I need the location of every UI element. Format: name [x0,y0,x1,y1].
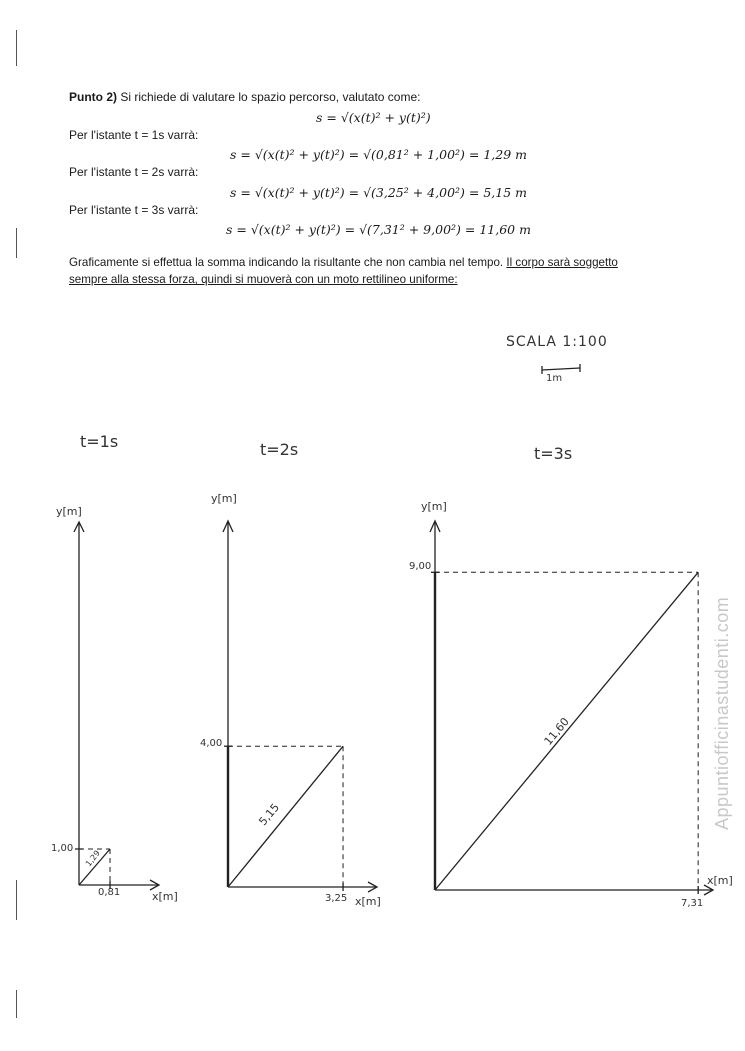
formula-main: s = √(x(t)² + y(t)²) [316,110,431,125]
y-axis-label-t2: y[m] [211,492,237,505]
diagram-t3-resultant-vector [435,572,698,890]
diagram-t3-y-value: 9,00 [409,561,432,572]
formula-t3: s = √(x(t)² + y(t)²) = √(7,31² + 9,00²) = 11,60 m [226,222,531,237]
x-axis-label-t3: x[m] [707,874,733,887]
conclusion-underlined-2: sempre alla stessa forza, quindi si muoverà con un moto rettilineo uniforme: [69,273,458,286]
time-label-t3: t=3s [534,444,573,463]
formula-t1: s = √(x(t)² + y(t)²) = √(0,81² + 1,00²) = 1,29 m [230,147,527,162]
time-label-t2: t=2s [260,440,299,459]
diagram-t3-resultant-value: 11,60 [541,715,572,748]
istante-1-label: Per l'istante t = 1s varrà: [69,128,199,142]
diagram-t2-resultant-value: 5,15 [256,800,283,829]
x-axis-label-t1: x[m] [152,890,178,903]
watermark-text: Appuntiofficinastudenti.com [712,596,732,830]
scale-bar [542,368,580,370]
diagram-t2-y-value: 4,00 [200,738,223,749]
scale-label: SCALA 1:100 [506,334,608,350]
conclusion-underlined-1: Il corpo sarà soggetto [506,256,618,269]
scale-unit-label: 1m [546,373,563,384]
diagram-t1-resultant-value: 1,29 [83,848,102,869]
x-axis-label-t2: x[m] [355,895,381,908]
diagram-t2-resultant-vector [228,746,343,887]
punto-text: Si richiede di valutare lo spazio percorso, valutato come: [117,90,421,104]
istante-2-label: Per l'istante t = 2s varrà: [69,165,199,179]
diagram-t1-y-value: 1,00 [51,843,74,854]
diagram-t1-resultant-vector [79,849,110,885]
watermark [712,540,732,830]
punto-label: Punto 2) [69,90,117,104]
diagram-t3-x-value: 7,31 [681,898,704,909]
istante-3-label: Per l'istante t = 3s varrà: [69,203,199,217]
formula-t2: s = √(x(t)² + y(t)²) = √(3,25² + 4,00²) = 5,15 m [230,185,527,200]
diagram-t1-x-value: 0,81 [98,887,121,898]
y-axis-label-t1: y[m] [56,505,82,518]
diagram-t2-x-value: 3,25 [325,893,348,904]
time-label-t1: t=1s [80,432,119,451]
y-axis-label-t3: y[m] [421,500,447,513]
graficamente-text: Graficamente si effettua la somma indicando la risultante che non cambia nel tempo. [69,256,507,269]
